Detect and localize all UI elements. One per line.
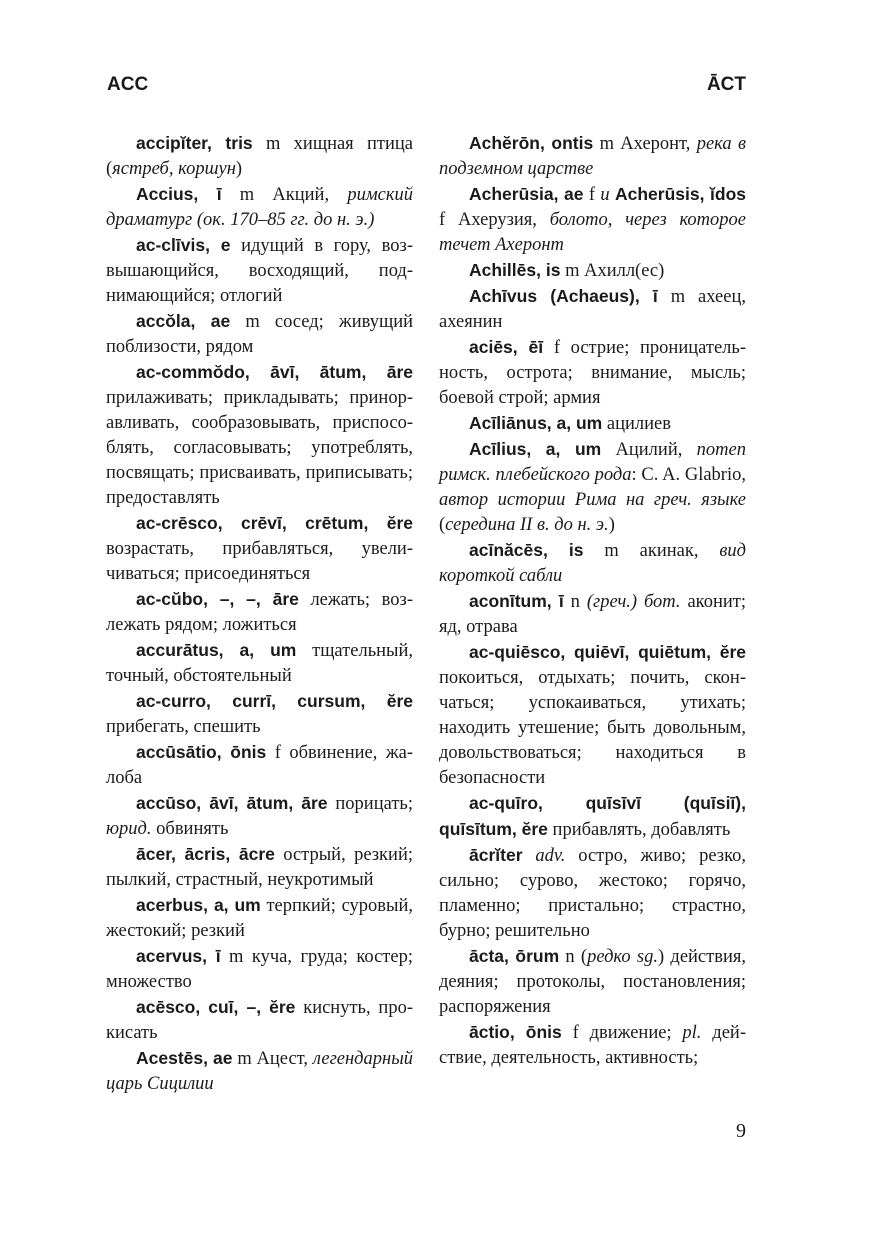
entry-definition: ) действия, деяния; протоколы, постановления; распоряжения — [439, 947, 746, 1017]
entry-definition: m ахеец, ахеянин — [439, 287, 746, 332]
entry-headword: Acīlius, a, um — [469, 439, 602, 459]
dictionary-entry — [106, 791, 413, 842]
dictionary-entry — [106, 689, 413, 740]
dictionary-entry — [106, 638, 413, 689]
entry-definition: прибавлять, добавлять — [547, 820, 731, 840]
dictionary-entry — [439, 589, 746, 640]
entry-note: pl. — [682, 1023, 702, 1043]
entry-headword: ācta, ōrum — [469, 946, 560, 966]
dictionary-entry — [106, 511, 413, 587]
entry-definition: n ( — [559, 947, 588, 967]
entry-headword: aconītum, ī — [469, 591, 564, 611]
dictionary-entry — [439, 335, 746, 411]
running-head-right: ĀCT — [706, 74, 746, 95]
dictionary-entry — [439, 640, 746, 791]
entry-definition: киснуть, прокисать — [106, 998, 413, 1043]
entry-definition: лежать; возлежать рядом; ложиться — [106, 590, 413, 635]
entry-definition: прилаживать; прикладывать; приноравливать, сообразовывать, приспособлять, согласовывать; употреблять, посвящать; присваивать, приписывать; предоставлять — [106, 388, 413, 508]
entry-definition: n — [563, 592, 587, 612]
entry-definition: f — [583, 185, 601, 205]
entry-headword: acīnăcēs, is — [469, 540, 584, 560]
entry-headword: Acestēs, ae — [136, 1048, 233, 1068]
entry-definition: m Ахилл(ес) — [560, 261, 665, 281]
dictionary-entry — [106, 233, 413, 309]
entry-definition: порицать; — [327, 794, 413, 814]
entry-definition: аконит; яд, отрава — [439, 592, 746, 637]
entry-note: adv. — [535, 846, 566, 866]
entry-note: редко sg. — [587, 947, 658, 967]
entry-headword: Achillēs, is — [469, 260, 561, 280]
entry-headword: accŏla, ae — [136, 311, 231, 331]
entry-note: река в подземном царстве — [439, 134, 746, 179]
entry-definition: возрастать, прибавляться, увеличиваться; присоединяться — [106, 539, 413, 584]
dictionary-column-right — [439, 131, 746, 1071]
entry-definition: m акинак, — [583, 541, 720, 561]
entry-definition: ) — [608, 515, 615, 535]
page-number: 9 — [736, 1120, 746, 1142]
dictionary-entry — [439, 843, 746, 944]
entry-headword: ac-quīro, quīsīvī (quīsiī), quīsītum, ĕre — [439, 793, 746, 839]
entry-note: и — [600, 185, 610, 205]
entry-definition: ацилиев — [602, 414, 671, 434]
entry-headword: Accius, ī — [136, 184, 222, 204]
dictionary-entry — [439, 791, 746, 843]
entry-definition: m Ацест, — [232, 1049, 313, 1069]
entry-headword: acēsco, cuī, –, ĕre — [136, 997, 296, 1017]
entry-headword: accūso, āvī, ātum, āre — [136, 793, 328, 813]
entry-headword: ac-curro, currī, cursum, ĕre — [136, 691, 413, 711]
entry-note: вид короткой сабли — [439, 541, 746, 586]
entry-definition: m Акций, — [221, 185, 348, 205]
entry-headword: acerbus, a, um — [136, 895, 261, 915]
entry-definition: m сосед; живущий поблизости, рядом — [106, 312, 413, 357]
dictionary-entry — [106, 740, 413, 791]
running-head-left: ACC — [107, 74, 149, 95]
entry-definition: покоиться, отдыхать; почить, скончаться; успокаиваться, утихать; находить утешение; быть довольным, довольствоваться; находиться в безопасности — [439, 668, 746, 788]
entry-definition: терпкий; суровый, жестокий; резкий — [106, 896, 413, 941]
entry-definition: Ацилий, — [601, 440, 697, 460]
entry-definition: f Ахерузия, — [439, 210, 550, 230]
dictionary-entry — [106, 1046, 413, 1097]
entry-definition: : C. A. Glabrio, — [631, 465, 746, 485]
entry-definition: m Ахеронт, — [593, 134, 697, 154]
entry-headword: accūsātio, ōnis — [136, 742, 267, 762]
dictionary-column-left — [106, 131, 413, 1097]
entry-headword: accurātus, a, um — [136, 640, 297, 660]
entry-headword: ācer, ācris, ācre — [136, 844, 275, 864]
entry-headword: Achĕrōn, ontis — [469, 133, 594, 153]
entry-definition: обвинять — [151, 819, 229, 839]
entry-headword: ac-quiēsco, quiēvī, quiētum, ĕre — [469, 642, 746, 662]
entry-headword: accipĭter, tris — [136, 133, 253, 153]
dictionary-entry — [106, 893, 413, 944]
entry-definition: f движение; — [561, 1023, 683, 1043]
dictionary-entry — [106, 131, 413, 182]
dictionary-entry — [106, 842, 413, 893]
entry-definition: острый, резкий; пылкий, страстный, неукротимый — [106, 845, 413, 890]
entry-definition: действие, деятельность, активность; — [439, 1023, 746, 1068]
dictionary-entry — [439, 284, 746, 335]
entry-headword: ac-commŏdo, āvī, ātum, āre — [136, 362, 413, 382]
dictionary-entry — [439, 1020, 746, 1071]
dictionary-entry — [439, 944, 746, 1020]
entry-headword: Acīliānus, a, um — [469, 413, 603, 433]
dictionary-entry — [439, 437, 746, 538]
entry-definition: ( — [439, 515, 446, 535]
entry-definition: m куча, груда; костер; множество — [106, 947, 413, 992]
entry-definition: f острие; проницательность, острота; внимание, мысль; боевой строй; армия — [439, 338, 746, 408]
entry-note: ястреб, коршун — [112, 159, 236, 179]
entry-definition: f обвинение, жалоба — [106, 743, 413, 788]
entry-note: юрид. — [106, 819, 152, 839]
entry-headword: Acherūsia, ae — [469, 184, 584, 204]
dictionary-entry — [439, 131, 746, 182]
entry-headword: aciēs, ēī — [469, 337, 544, 357]
entry-headword: ac-cŭbo, –, –, āre — [136, 589, 299, 609]
entry-note: римский драматург (ок. 170–85 гг. до н. э.) — [106, 185, 413, 230]
entry-headword: ac-crēsco, crēvī, crētum, ĕre — [136, 513, 413, 533]
entry-headword: Acherūsis, ĭdos — [614, 184, 746, 204]
entry-note: легендарный царь Сицилии — [106, 1049, 413, 1094]
dictionary-entry — [439, 538, 746, 589]
entry-note: болото, через которое течет Ахеронт — [439, 210, 746, 255]
entry-headword: acervus, ī — [136, 946, 221, 966]
entry-note: nomen римск. плебейского рода — [439, 440, 746, 485]
dictionary-entry — [106, 995, 413, 1046]
entry-definition: остро, живо; резко, сильно; сурово, жестоко; горячо, пламенно; пристально; страстно, бурно; решительно — [439, 846, 746, 941]
dictionary-entry — [439, 411, 746, 437]
entry-headword: ācrĭter — [469, 845, 523, 865]
entry-definition: m хищная птица ( — [106, 134, 414, 179]
entry-note: автор истории Рима на греч. языке — [439, 490, 746, 510]
entry-headword: Achīvus (Achaeus), ī — [469, 286, 658, 306]
entry-note: (греч.) бот. — [586, 592, 681, 612]
entry-definition: ) — [235, 159, 243, 179]
dictionary-entry — [106, 360, 413, 511]
entry-definition: прибегать, спешить — [106, 717, 261, 737]
entry-definition — [523, 846, 536, 866]
dictionary-entry — [106, 944, 413, 995]
dictionary-entry — [106, 309, 413, 360]
entry-note: середина II в. до н. э. — [445, 515, 609, 535]
dictionary-entry — [106, 587, 413, 638]
entry-definition: идущий в гору, возвышающийся, восходящий, поднимающийся; отлогий — [106, 236, 413, 306]
dictionary-entry — [439, 258, 746, 284]
entry-headword: ac-clīvis, e — [136, 235, 231, 255]
entry-headword: āctio, ōnis — [469, 1022, 562, 1042]
entry-definition: тщательный, точный, обстоятельный — [106, 641, 413, 686]
dictionary-entry — [106, 182, 413, 233]
dictionary-entry — [439, 182, 746, 258]
